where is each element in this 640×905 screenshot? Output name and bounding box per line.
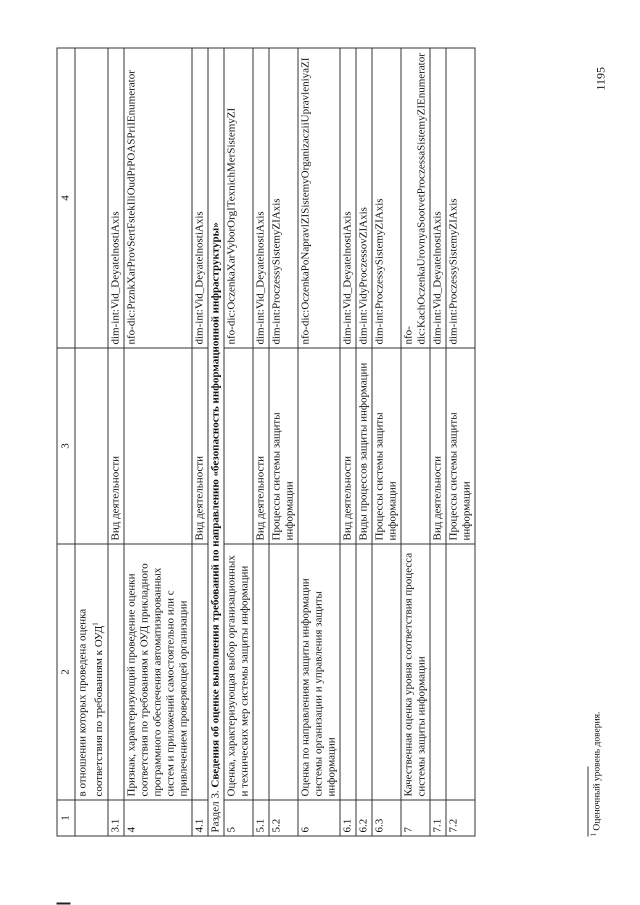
taxonomy-code	[107, 48, 123, 348]
dimension-name	[445, 348, 474, 544]
dimension-name	[400, 348, 429, 544]
row-number	[252, 800, 268, 836]
dimension-name-text: Процессы системы защиты информации	[446, 412, 472, 541]
column-number-row	[57, 48, 75, 836]
dimension-name-text: Процессы системы защиты информации	[269, 412, 295, 541]
row-number-text: 7.2	[446, 818, 459, 833]
row-number	[429, 800, 445, 836]
taxonomy-code	[371, 48, 400, 348]
taxonomy-code	[268, 48, 297, 348]
dimension-name	[371, 348, 400, 544]
table-body	[57, 48, 475, 836]
row-number-text: 5.2	[269, 818, 282, 833]
indicator-name	[123, 544, 191, 800]
indicator-name	[107, 544, 123, 800]
table-row	[339, 48, 355, 836]
footnote-text: Оценочный уровень доверия.	[592, 711, 603, 831]
dimension-name-text: Процессы системы защиты информации	[372, 412, 398, 541]
taxonomy-code-text: nfo-dic:OczenkaPoNapravlZISistemyOrganizacziiUpravleniyaZI	[298, 57, 311, 345]
dimension-name	[268, 348, 297, 544]
row-number	[223, 800, 252, 836]
taxonomy-code	[339, 48, 355, 348]
document-table	[56, 48, 475, 837]
footnote-rule	[587, 767, 588, 837]
dimension-name-text: Вид деятельности	[340, 455, 353, 541]
section-row	[207, 48, 223, 836]
row-number	[400, 800, 429, 836]
taxonomy-code	[355, 48, 371, 348]
taxonomy-code-text: dim-int:Vid_DeyatelnostiAxis	[340, 211, 353, 345]
taxonomy-code	[429, 48, 445, 348]
dimension-name-text: Вид деятельности	[192, 455, 205, 541]
column-number: 3	[57, 348, 75, 544]
row-number	[445, 800, 474, 836]
indicator-name-text: Признак, характеризующий проведение оценки соответствия по требованиям к ОУД прикладного программного обеспечения автоматизированных систем и приложений самостоятельно или с привлечением проверяющей организации	[124, 563, 189, 797]
indicator-name	[445, 544, 474, 800]
indicator-name-text: Качественная оценка уровня соответствия процесса системы защиты информации	[401, 552, 427, 797]
table-row	[252, 48, 268, 836]
row-number	[297, 800, 339, 836]
row-number-text: 7.1	[430, 818, 443, 833]
row-number-text: 6.1	[340, 818, 353, 833]
taxonomy-code-text: dim-int:ProczessySistemyZIAxis	[269, 198, 282, 345]
row-number	[355, 800, 371, 836]
row-number	[123, 800, 191, 836]
indicator-name-text: в отношении которых проведена оценка соответствия по требованиям к ОУД	[76, 608, 105, 797]
dimension-name	[123, 348, 191, 544]
dimension-name	[339, 348, 355, 544]
indicator-name	[371, 544, 400, 800]
taxonomy-code	[445, 48, 474, 348]
section-number: Раздел 3.	[208, 790, 221, 833]
dimension-name	[107, 348, 123, 544]
row-number	[268, 800, 297, 836]
taxonomy-code	[400, 48, 429, 348]
taxonomy-code-text: dim-int:Vid_DeyatelnostiAxis	[430, 211, 443, 345]
indicator-name	[75, 544, 108, 800]
dimension-name-text: Вид деятельности	[253, 455, 266, 541]
row-number-text: 3.1	[108, 818, 121, 833]
indicator-name	[429, 544, 445, 800]
footnote	[589, 712, 602, 837]
indicator-name	[223, 544, 252, 800]
row-number	[191, 800, 207, 836]
row-number	[339, 800, 355, 836]
row-number-text: 6.3	[372, 818, 385, 833]
dimension-name	[252, 348, 268, 544]
dimension-name-text: Виды процессов защиты информации	[356, 362, 369, 541]
dimension-name	[191, 348, 207, 544]
row-number-text: 7	[401, 827, 414, 833]
table-row	[445, 48, 474, 836]
taxonomy-code-text: dim-int:Vid_DeyatelnostiAxis	[253, 211, 266, 345]
row-number-text: 4.1	[192, 818, 205, 833]
page-number: 1195	[593, 66, 607, 91]
table-row	[75, 48, 108, 836]
table-row	[355, 48, 371, 836]
indicator-name	[355, 544, 371, 800]
taxonomy-code	[223, 48, 252, 348]
row-number-text: 6.2	[356, 818, 369, 833]
table-row	[268, 48, 297, 836]
taxonomy-code-text: dim-int:ProczessySistemyZIAxis	[372, 198, 385, 345]
footnote-reference: 1	[91, 622, 99, 626]
indicator-name-text: Оценка, характеризующая выбор организационных и технических мер системы защиты информации	[224, 555, 250, 797]
indicator-name-text: Оценка по направлениям защиты информации системы организации и управления защиты информации	[298, 578, 337, 797]
section-heading	[207, 48, 223, 836]
footnote-marker: 1	[589, 833, 597, 837]
table-row	[297, 48, 339, 836]
dimension-name	[429, 348, 445, 544]
taxonomy-code	[297, 48, 339, 348]
indicator-name	[252, 544, 268, 800]
dimension-name-text: Вид деятельности	[108, 455, 121, 541]
column-number: 1	[57, 800, 75, 836]
taxonomy-code-text: nfo-dic:KachOczenkaUrovnyaSootvetProczessaSistemyZIEnumerator	[401, 53, 427, 345]
row-number-text: 5.1	[253, 818, 266, 833]
indicator-name	[268, 544, 297, 800]
scan-mark	[56, 903, 70, 905]
taxonomy-code-text: dim-int:ProczessySistemyZIAxis	[446, 198, 459, 345]
row-number-text: 4	[124, 827, 137, 833]
dimension-name-text: Вид деятельности	[430, 455, 443, 541]
section-title: Сведения об оценке выполнения требований по направлению «безопасность информационной инфраструктуры»	[208, 222, 221, 788]
dimension-name	[223, 348, 252, 544]
taxonomy-code	[75, 48, 108, 348]
indicator-name	[400, 544, 429, 800]
table-row	[429, 48, 445, 836]
taxonomy-code-text: dim-int:Vid_DeyatelnostiAxis	[192, 211, 205, 345]
dimension-name	[297, 348, 339, 544]
column-number: 4	[57, 48, 75, 348]
taxonomy-code	[123, 48, 191, 348]
taxonomy-code-text: dim-int:Vid_DeyatelnostiAxis	[108, 211, 121, 345]
row-number-text: 6	[298, 827, 311, 833]
column-number: 2	[57, 544, 75, 800]
table-row	[371, 48, 400, 836]
table-row	[400, 48, 429, 836]
row-number	[371, 800, 400, 836]
indicator-name	[339, 544, 355, 800]
table-row	[223, 48, 252, 836]
row-number	[75, 800, 108, 836]
taxonomy-code	[191, 48, 207, 348]
indicator-name	[297, 544, 339, 800]
indicator-name	[191, 544, 207, 800]
taxonomy-code-text: nfo-dic:PrznkXarProvSertFstekIliOudPrPOASPriIEnumerator	[124, 70, 137, 345]
dimension-name	[75, 348, 108, 544]
taxonomy-code-text: nfo-dic:OczenkaXarVyborOrgITexnichMerSistemyZI	[224, 107, 237, 345]
table-row	[123, 48, 191, 836]
dimension-name	[355, 348, 371, 544]
table-row	[107, 48, 123, 836]
taxonomy-code	[252, 48, 268, 348]
row-number	[107, 800, 123, 836]
taxonomy-code-text: dim-int:VidyProczessovZIAxis	[356, 207, 369, 345]
table-row	[191, 48, 207, 836]
row-number-text: 5	[224, 827, 237, 833]
